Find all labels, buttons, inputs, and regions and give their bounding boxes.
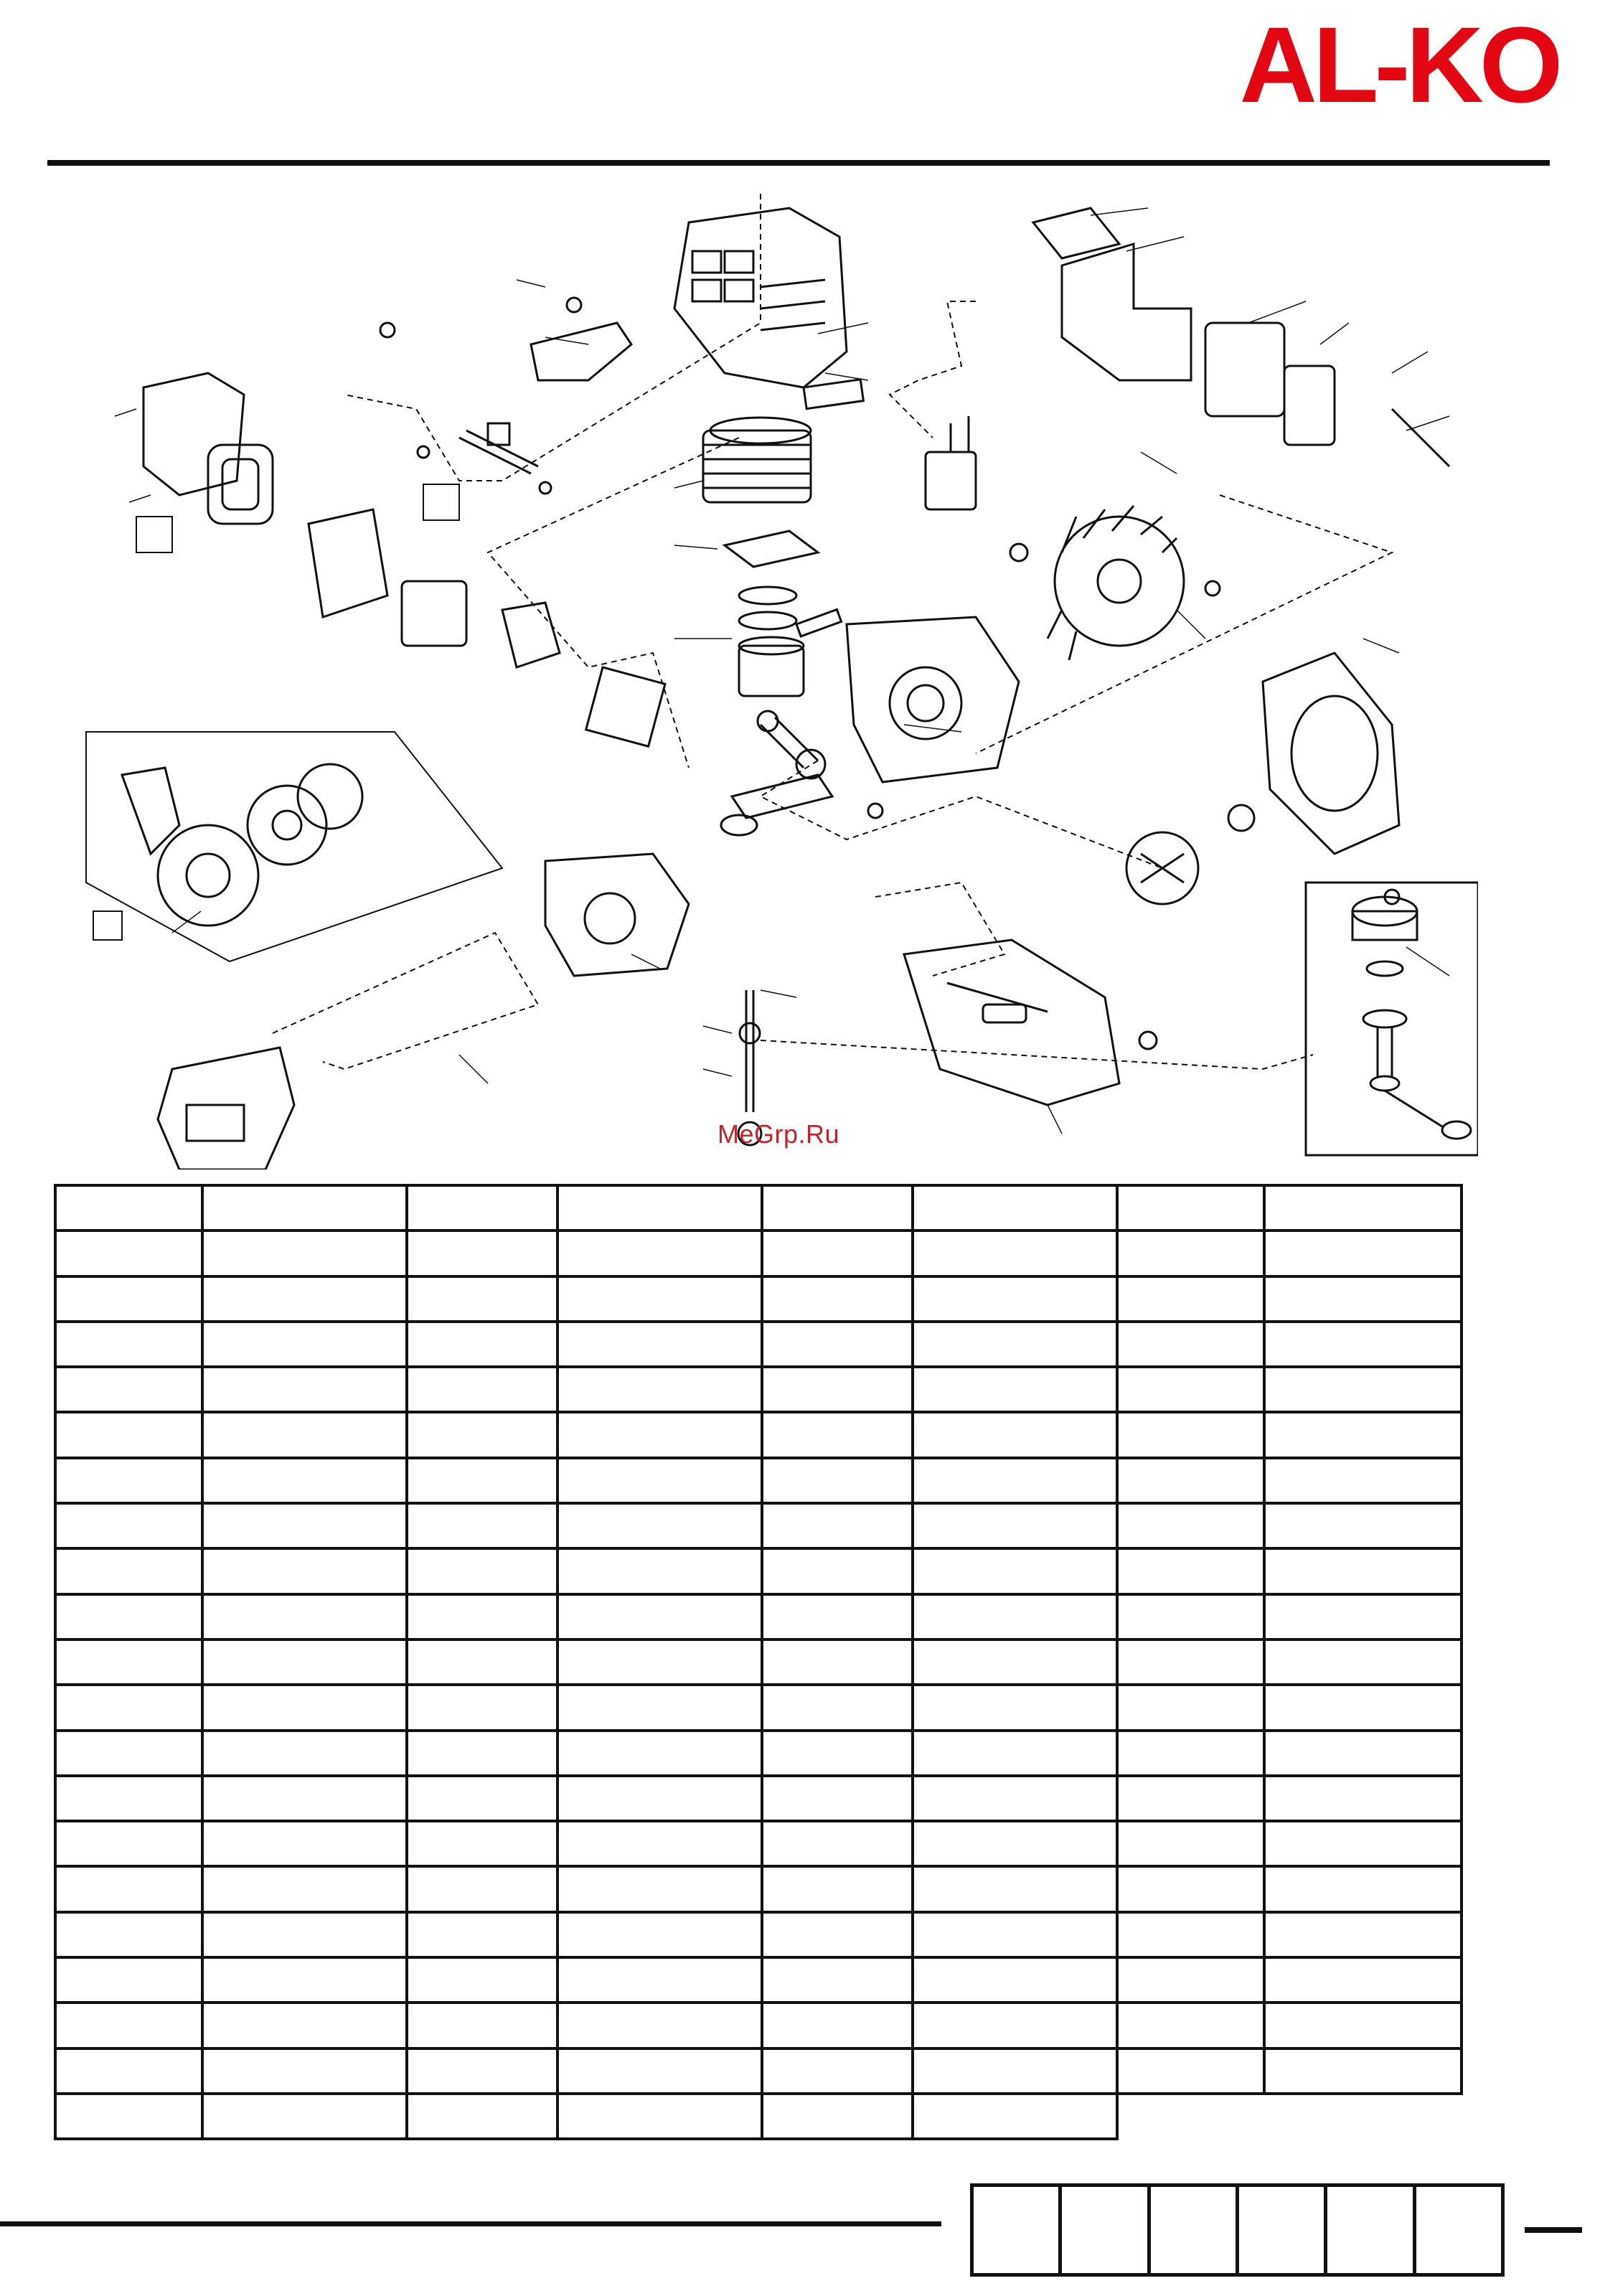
table-cell [1117, 1912, 1264, 1957]
table-cell [202, 1776, 407, 1821]
table-cell [913, 1821, 1117, 1866]
table-cell [55, 1957, 202, 2003]
carburetor [309, 509, 665, 746]
table-cell [557, 1912, 762, 1957]
table-cell [1117, 1276, 1264, 1322]
table-cell [557, 1185, 762, 1231]
page-number-boxes [970, 2183, 1505, 2277]
table-cell [55, 2094, 202, 2139]
table-cell [55, 1594, 202, 1639]
table-cell [762, 1866, 913, 1911]
table-cell [55, 1367, 202, 1412]
table-cell [202, 1594, 407, 1639]
table-cell [55, 1548, 202, 1594]
table-cell [762, 1367, 913, 1412]
cylinder-cover [674, 208, 863, 409]
table-cell [762, 1322, 913, 1367]
table-cell [1117, 1503, 1264, 1548]
lower-guard [158, 1048, 294, 1170]
table-cell [557, 1412, 762, 1457]
table-cell [913, 1548, 1117, 1594]
table-cell [1264, 1548, 1462, 1594]
table-cell [913, 1412, 1117, 1457]
brand-logo [1213, 10, 1586, 125]
table-row [55, 1866, 1462, 1911]
table-row [55, 1276, 1462, 1322]
table-cell [407, 1594, 557, 1639]
table-cell [55, 1185, 202, 1231]
footer-rule [0, 2221, 941, 2226]
dashed-leader [890, 301, 976, 438]
table-cell [762, 1957, 913, 2003]
table-cell [1264, 2003, 1462, 2048]
table-cell [913, 1367, 1117, 1412]
ignition-coil [926, 416, 976, 509]
table-cell [1264, 1821, 1462, 1866]
table-cell [202, 1322, 407, 1367]
table-cell [762, 1231, 913, 1276]
table-cell [407, 1322, 557, 1367]
table-row [55, 1548, 1462, 1594]
table-cell [762, 1912, 913, 1957]
table-cell [557, 1276, 762, 1322]
table-cell [1117, 1594, 1264, 1639]
table-cell [202, 1685, 407, 1730]
table-cell [913, 1458, 1117, 1503]
table-row [55, 2094, 1462, 2139]
table-cell [202, 1458, 407, 1503]
table-cell [762, 1185, 913, 1231]
table-cell [913, 2048, 1117, 2094]
table-cell [202, 2094, 407, 2139]
table-row [55, 2048, 1462, 2094]
table-cell [913, 1503, 1117, 1548]
table-cell [55, 2003, 202, 2048]
table-cell [1117, 1322, 1264, 1367]
table-cell [407, 1639, 557, 1685]
table-cell [55, 1776, 202, 1821]
table-cell [557, 1957, 762, 2003]
table-cell [202, 1276, 407, 1322]
table-row [55, 1685, 1462, 1730]
table-cell [1264, 1458, 1462, 1503]
table-cell [1117, 2003, 1264, 2048]
table-cell [762, 2094, 913, 2139]
table-cell [557, 1776, 762, 1821]
table-row [55, 1185, 1462, 1231]
table-cell [55, 1912, 202, 1957]
top-cover [531, 323, 631, 380]
table-row [55, 1412, 1462, 1457]
table-row [55, 1731, 1462, 1776]
table-cell [762, 1548, 913, 1594]
table-cell [1117, 2094, 1264, 2139]
table-cell [913, 2094, 1117, 2139]
table-row [55, 1322, 1462, 1367]
table-row [55, 1957, 1462, 2003]
table-cell [1117, 1957, 1264, 2003]
table-cell [55, 1276, 202, 1322]
flywheel [1048, 506, 1184, 660]
table-cell [407, 1503, 557, 1548]
table-cell [1264, 1185, 1462, 1231]
table-cell [913, 1912, 1117, 1957]
table-row [55, 1367, 1462, 1412]
table-cell [1117, 1731, 1264, 1776]
fasteners [380, 298, 1399, 1049]
table-cell [407, 1776, 557, 1821]
table-cell [202, 1731, 407, 1776]
table-cell [55, 1503, 202, 1548]
table-cell [913, 1776, 1117, 1821]
table-cell [557, 2003, 762, 2048]
table-cell [407, 1731, 557, 1776]
table-cell [202, 1957, 407, 2003]
air-filter [143, 373, 273, 524]
table-cell [1117, 1776, 1264, 1821]
page-box [1327, 2187, 1416, 2273]
dashed-leader [273, 933, 538, 1069]
table-cell [202, 1548, 407, 1594]
table-cell [1117, 1367, 1264, 1412]
crankshaft [721, 711, 832, 835]
table-cell [557, 1731, 762, 1776]
table-cell [557, 1594, 762, 1639]
table-cell [1264, 1866, 1462, 1911]
fuel-cap-inset [1306, 883, 1478, 1155]
table-cell [407, 1821, 557, 1866]
table-cell [913, 1866, 1117, 1911]
table-cell [557, 1503, 762, 1548]
page-box [1239, 2187, 1327, 2273]
table-row [55, 1776, 1462, 1821]
table-cell [202, 1503, 407, 1548]
table-row [55, 1912, 1462, 1957]
table-cell [557, 1639, 762, 1685]
table-cell [407, 1412, 557, 1457]
table-cell [55, 2048, 202, 2094]
table-cell [913, 1322, 1117, 1367]
page-box [1416, 2187, 1501, 2273]
exploded-parts-diagram [43, 179, 1478, 1170]
table-cell [55, 1458, 202, 1503]
table-cell [762, 1412, 913, 1457]
table-cell [202, 1912, 407, 1957]
page-dash [1525, 2227, 1582, 2233]
table-cell [407, 1685, 557, 1730]
table-cell [557, 2094, 762, 2139]
table-cell [202, 1821, 407, 1866]
table-cell [1264, 1776, 1462, 1821]
table-cell [762, 1821, 913, 1866]
table-cell [1117, 1821, 1264, 1866]
table-cell [913, 1639, 1117, 1685]
table-cell [1264, 1594, 1462, 1639]
table-cell [762, 1685, 913, 1730]
table-cell [407, 1548, 557, 1594]
table-cell [202, 1639, 407, 1685]
svg-text:AL-KO: AL-KO [1239, 10, 1559, 125]
table-cell [557, 1821, 762, 1866]
table-cell [1117, 1685, 1264, 1730]
table-cell [913, 1231, 1117, 1276]
table-cell [762, 2048, 913, 2094]
table-cell [1264, 1685, 1462, 1730]
table-row [55, 1639, 1462, 1685]
page-box [974, 2187, 1062, 2273]
page-box [1062, 2187, 1150, 2273]
table-cell [1264, 1503, 1462, 1548]
table-row [55, 1231, 1462, 1276]
table-cell [1117, 1458, 1264, 1503]
table-cell [1117, 1231, 1264, 1276]
table-cell [913, 1276, 1117, 1322]
table-cell [1264, 1912, 1462, 1957]
fuel-tank [904, 940, 1119, 1105]
page-box [1151, 2187, 1239, 2273]
watermark-text: MeGrp.Ru [717, 1119, 840, 1149]
table-cell [1117, 1639, 1264, 1685]
dashed-leader [761, 1040, 1313, 1069]
table-cell [557, 1458, 762, 1503]
fan-housing [1263, 653, 1399, 854]
table-cell [1264, 1276, 1462, 1322]
table-cell [1117, 1548, 1264, 1594]
table-cell [762, 2003, 913, 2048]
table-cell [55, 1731, 202, 1776]
table-cell [913, 1685, 1117, 1730]
table-cell [202, 1185, 407, 1231]
table-cell [557, 1548, 762, 1594]
table-cell [557, 1685, 762, 1730]
table-cell [202, 1367, 407, 1412]
table-cell [55, 1322, 202, 1367]
table-cell [202, 1866, 407, 1911]
table-cell [55, 1821, 202, 1866]
table-cell [1264, 1367, 1462, 1412]
table-cell [913, 2003, 1117, 2048]
dashed-leader [761, 761, 1162, 868]
dashed-leader [976, 495, 1392, 753]
table-row [55, 1594, 1462, 1639]
table-cell [407, 1458, 557, 1503]
table-cell [407, 1866, 557, 1911]
recoil-starter [86, 732, 502, 961]
table-cell [407, 2048, 557, 2094]
table-cell [1117, 1866, 1264, 1911]
table-cell [762, 1503, 913, 1548]
header-rule [47, 160, 1550, 166]
table-cell [762, 1639, 913, 1685]
table-cell [557, 1231, 762, 1276]
table-cell [1264, 1322, 1462, 1367]
table-cell [55, 1685, 202, 1730]
table-cell [557, 2048, 762, 2094]
table-cell [202, 1412, 407, 1457]
table-cell [407, 2003, 557, 2048]
table-cell [1264, 2048, 1462, 2094]
table-cell [55, 1412, 202, 1457]
table-cell [762, 1776, 913, 1821]
table-cell [1264, 1412, 1462, 1457]
table-cell [557, 1322, 762, 1367]
table-cell [202, 1231, 407, 1276]
table-cell [913, 1594, 1117, 1639]
table-cell [202, 2003, 407, 2048]
table-cell [913, 1185, 1117, 1231]
table-cell [913, 1731, 1117, 1776]
table-row [55, 1503, 1462, 1548]
clutch-assembly [1126, 805, 1254, 904]
table-row [55, 1458, 1462, 1503]
table-cell [55, 1639, 202, 1685]
table-cell [407, 1276, 557, 1322]
piston-group [725, 531, 842, 696]
table-cell [55, 1866, 202, 1911]
table-row [55, 1821, 1462, 1866]
table-cell [1264, 1957, 1462, 2003]
table-cell [1264, 2094, 1462, 2139]
table-row [55, 2003, 1462, 2048]
table-cell [913, 1957, 1117, 2003]
parts-table [54, 1184, 1463, 2140]
dashed-leader [488, 438, 739, 768]
table-cell [1117, 1412, 1264, 1457]
table-cell [762, 1276, 913, 1322]
table-cell [407, 1231, 557, 1276]
table-cell [407, 2094, 557, 2139]
table-cell [1264, 1639, 1462, 1685]
table-cell [762, 1458, 913, 1503]
table-cell [55, 1231, 202, 1276]
table-cell [407, 1185, 557, 1231]
dashed-leader [875, 883, 1004, 976]
table-cell [557, 1367, 762, 1412]
table-cell [202, 2048, 407, 2094]
table-cell [1264, 1731, 1462, 1776]
table-cell [557, 1866, 762, 1911]
table-cell [762, 1594, 913, 1639]
table-cell [762, 1731, 913, 1776]
table-cell [407, 1367, 557, 1412]
cylinder [703, 418, 811, 502]
table-cell [407, 1912, 557, 1957]
muffler [1033, 208, 1449, 466]
table-cell [1117, 2048, 1264, 2094]
table-cell [407, 1957, 557, 2003]
table-cell [1264, 1231, 1462, 1276]
table-cell [1117, 1185, 1264, 1231]
